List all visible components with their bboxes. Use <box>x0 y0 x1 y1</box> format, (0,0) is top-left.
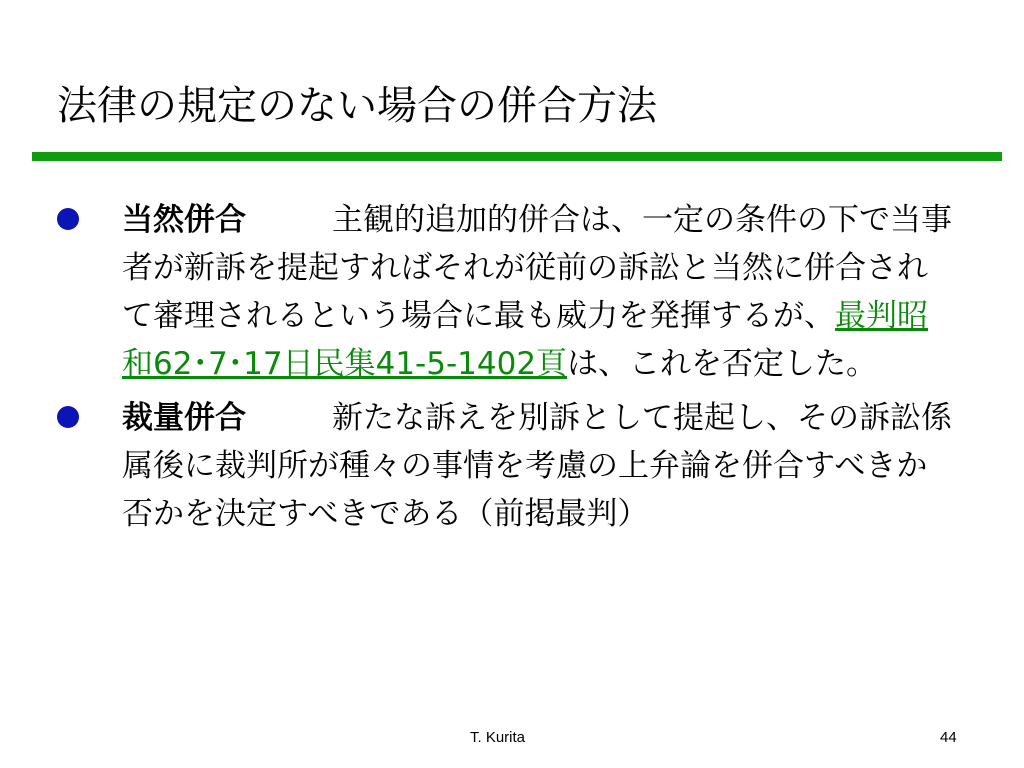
bullet-list <box>0 196 1024 544</box>
bullet-term: 裁量併合 <box>122 400 246 436</box>
bullet-item-discretionary-joinder <box>0 394 1024 538</box>
slide-title: 法律の規定のない場合の併合方法 <box>57 83 657 129</box>
bullet-body-continued: は、これを否定した。 <box>567 346 878 382</box>
bullet-body: 主観的追加的併合は、一定の条件の下で当事者が新訴を提起すればそれが従前の訴訟と当然に併合されて審理されるという場合に最も威力を発揮するが、 <box>122 202 952 334</box>
bullet-item-natural-joinder <box>0 196 1024 388</box>
bullet-dot-icon <box>57 406 79 428</box>
page-number: 44 <box>940 729 957 746</box>
bullet-term: 当然併合 <box>122 202 246 238</box>
footer-author: T. Kurita <box>470 729 526 746</box>
bullet-text <box>122 394 958 538</box>
bullet-text <box>122 196 958 388</box>
case-citation-link[interactable]: 最判昭和62･7･17日民集41-5-1402頁 <box>122 298 928 382</box>
title-divider <box>32 152 1002 161</box>
bullet-dot-icon <box>57 208 79 230</box>
bullet-body: 新たな訴えを別訴として提起し、その訴訟係属後に裁判所が種々の事情を考慮の上弁論を併合すべきか否かを決定すべきである（前掲最判） <box>122 400 952 532</box>
